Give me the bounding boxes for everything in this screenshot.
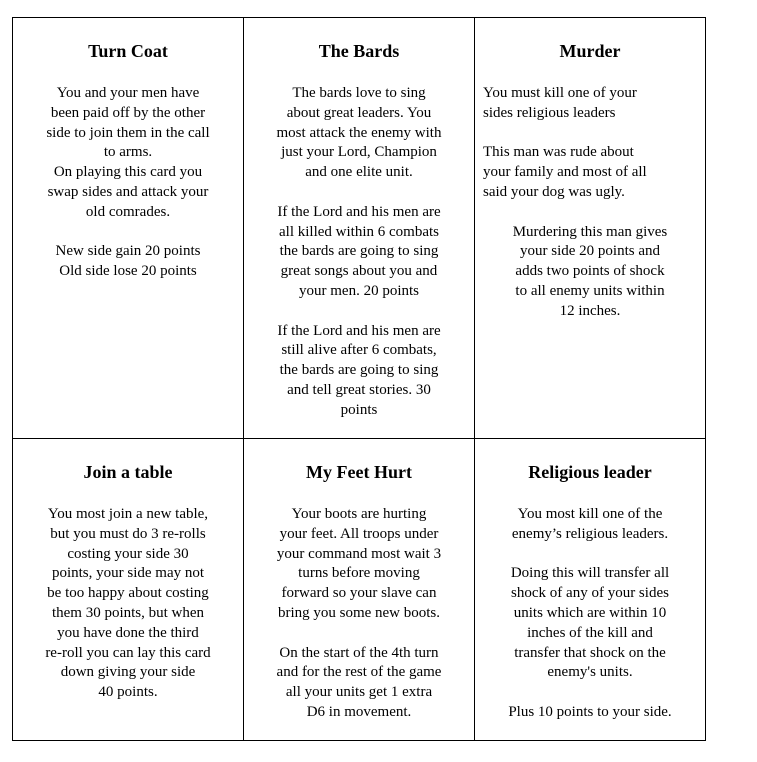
card-title: Religious leader xyxy=(528,462,652,482)
card-murder xyxy=(475,18,706,439)
card-text: Murdering this man gives your side 20 points and adds two points of shock to all enemy units within 12 inches. xyxy=(512,223,668,319)
card-religious-leader xyxy=(475,439,706,741)
card-title: The Bards xyxy=(318,41,400,61)
card-text: Doing this will transfer all shock of any of your sides units which are within 10 inches of the kill and transfer that shock on the enemy's units. xyxy=(510,565,670,681)
card-text: You most kill one of the enemy’s religious leaders. xyxy=(511,506,669,542)
card-title: Join a table xyxy=(83,462,173,482)
card-text: On the start of the 4th turn and for the rest of the game all your units get 1 extra D6 in movement. xyxy=(276,644,442,720)
card-text: If the Lord and his men are still alive after 6 combats, the bards are going to sing and tell great stories. 30 points xyxy=(277,322,441,418)
card-title: Turn Coat xyxy=(88,41,168,61)
card-my-feet-hurt xyxy=(244,439,475,741)
card-join-a-table xyxy=(13,439,244,741)
card-text: Plus 10 points to your side. xyxy=(508,703,672,720)
card-text: You most join a new table, but you must do 3 re-rolls costing your side 30 points, your side may not be too happy about costing them 30 points, but when you have done the third re-roll you can lay this card down giving your side 40 points. xyxy=(45,506,211,701)
card-turn-coat xyxy=(13,18,244,439)
card-text: If the Lord and his men are all killed within 6 combats the bards are going to sing great songs about you and your men. 20 points xyxy=(277,203,441,299)
card-text: New side gain 20 points Old side lose 20 points xyxy=(55,243,201,280)
card-text: The bards love to sing about great leaders. You most attack the enemy with just your Lord, Champion and one elite unit. xyxy=(276,85,442,181)
card-the-bards xyxy=(244,18,475,439)
card-text: Your boots are hurting your feet. All troops under your command most wait 3 turns before moving forward so your slave can bring you some new boots. xyxy=(276,506,442,621)
card-text: You and your men have been paid off by the other side to join them in the call to arms. On playing this card you swap sides and attack your old comrades. xyxy=(46,85,210,220)
card-sheet xyxy=(12,17,706,741)
card-title: Murder xyxy=(559,41,621,61)
card-title: My Feet Hurt xyxy=(306,462,412,482)
card-text: You must kill one of your sides religious leaders xyxy=(483,85,637,121)
card-text: This man was rude about your family and most of all said your dog was ugly. xyxy=(483,144,647,200)
